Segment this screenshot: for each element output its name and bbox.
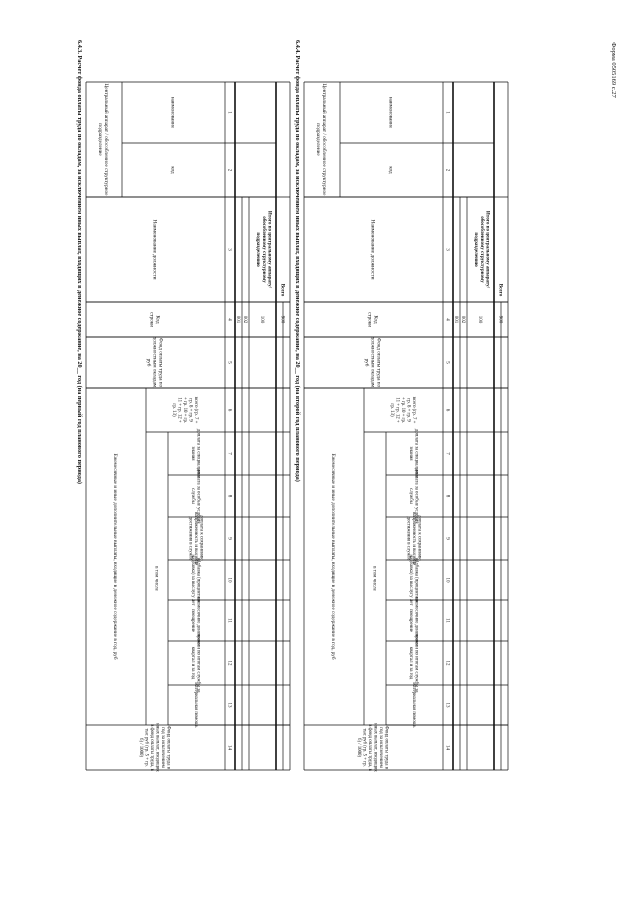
header-col-8: доплата за особые условияслужбы xyxy=(190,468,201,524)
form-label: Форма 0505169 с.27 xyxy=(610,42,617,98)
column-number: 5 xyxy=(226,361,232,364)
header-row-code: Кодстроки xyxy=(148,311,161,328)
total-code: 900 xyxy=(279,315,285,324)
header-col-11: ежемесячное денежноепоощрение xyxy=(190,596,201,645)
column-number: 7 xyxy=(444,452,450,455)
table-6-4-3 xyxy=(86,82,290,772)
section-6-4-4 xyxy=(294,40,508,772)
subtotal-label: Итого по центральному аппарату/обособленному структурномуподразделению xyxy=(473,210,490,289)
column-number: 5 xyxy=(444,361,450,364)
header-col-11: ежемесячное денежноепоощрение xyxy=(408,596,419,645)
header-unit-name: наименование xyxy=(169,96,176,129)
total-label: Всего xyxy=(497,283,503,297)
header-fund: Фонд оплаты труда подолжностным окладам,руб xyxy=(363,336,382,389)
header-col-13: материальная помощь xyxy=(192,682,198,728)
header-col-7: доплата за специальныезнания xyxy=(408,428,419,479)
subtotal-code: 100 xyxy=(258,315,264,324)
column-number: 6 xyxy=(444,408,450,412)
header-unit-code: код xyxy=(387,166,394,174)
column-number: 2 xyxy=(444,168,450,172)
header-incl: в том числе xyxy=(153,566,159,591)
header-total: всего (гр. 7 +гр. 8 + гр. 9+ гр. 10 + гр.11 + гр. 12 +гр. 13) xyxy=(170,396,198,424)
column-number: 12 xyxy=(444,660,450,666)
column-number: 14 xyxy=(444,745,450,750)
header-total: всего (гр. 7 +гр. 8 + гр. 9+ гр. 10 + гр.11 + гр. 12 +гр. 13) xyxy=(388,396,416,424)
header-group: Ежемесячные и иные дополнительные выплаты, входящие в денежное содержание в год, руб xyxy=(112,453,119,660)
column-number: 4 xyxy=(444,318,450,321)
header-unit: Центральный аппарат / обособленное структурноеподразделение xyxy=(97,83,110,196)
header-fund: Фонд оплаты труда подолжностным окладам,руб xyxy=(145,336,164,389)
column-number: 13 xyxy=(226,702,232,708)
row-code: 002 xyxy=(459,315,465,324)
header-col-13: материальная помощь xyxy=(410,682,416,728)
column-number: 13 xyxy=(444,702,450,708)
header-col-10: надбавка (процентнаянадбавка) за выслугу лет xyxy=(408,554,419,606)
column-number: 3 xyxy=(226,248,232,251)
header-incl: в том числе xyxy=(371,566,377,591)
table-6-4-4 xyxy=(304,82,508,772)
header-position: Наименование должности xyxy=(369,219,376,280)
column-number: 2 xyxy=(226,168,232,172)
total-label: Всего xyxy=(279,283,285,297)
column-number: 8 xyxy=(444,494,450,498)
header-col-14: Фонд оплаты труда вгод за исключениеминых выплат, входящихв фонд оплаты труда, втыс руб (гр. 5 + гр.6) / 1000) xyxy=(356,723,389,772)
header-col-8: доплата за особые условияслужбы xyxy=(408,468,419,524)
column-number: 6 xyxy=(226,408,232,412)
header-col-12: премии по итогам службы заквартал и за год xyxy=(408,633,419,693)
header-group: Ежемесячные и иные дополнительные выплаты, входящие в денежное содержание в год, руб xyxy=(330,453,337,660)
column-number: 9 xyxy=(444,537,450,540)
column-number: 3 xyxy=(444,248,450,251)
header-col-7: доплата за специальныезнания xyxy=(190,428,201,479)
header-col-10: надбавка (процентнаянадбавка) за выслугу лет xyxy=(190,554,201,606)
header-unit-code: код xyxy=(169,166,176,174)
header-col-12: премии по итогам службы заквартал и за год xyxy=(190,633,201,693)
column-number: 11 xyxy=(444,618,450,623)
column-number: 1 xyxy=(444,111,450,114)
subtotal-code: 100 xyxy=(476,315,482,324)
header-col-9: доплата к сохранению,напряженность и высокиедостижения в службе xyxy=(187,511,204,566)
section-title: 6.4.3. Расчет фонда оплаты труда по окладам, за исключением иных выплат, входящих в денежное содержание, на 20__ год (на первый год планового периода) xyxy=(76,40,83,484)
header-unit: Центральный аппарат / обособленное структурноеподразделение xyxy=(315,83,328,196)
row-code: 001 xyxy=(234,315,240,324)
column-number: 4 xyxy=(226,318,232,321)
row-code: 001 xyxy=(452,315,458,324)
column-number: 10 xyxy=(444,577,450,583)
section-title: 6.4.4. Расчет фонда оплаты труда по окладам, за исключением иных выплат, входящих в денежное содержание, на 20__ год (на второй год планового периода) xyxy=(294,40,301,482)
column-number: 8 xyxy=(226,494,232,498)
row-code: 002 xyxy=(241,315,247,324)
column-number: 1 xyxy=(226,111,232,114)
column-number: 7 xyxy=(226,452,232,455)
header-col-9: доплата к сохранению,напряженность и высокиедостижения в службе xyxy=(405,511,422,566)
column-number: 14 xyxy=(226,745,232,750)
column-number: 11 xyxy=(226,618,232,623)
header-row-code: Кодстроки xyxy=(366,311,379,328)
column-number: 10 xyxy=(226,577,232,583)
subtotal-label: Итого по центральному аппарату/обособленному структурномуподразделению xyxy=(255,210,272,289)
header-unit-name: наименование xyxy=(387,96,394,129)
header-col-14: Фонд оплаты труда вгод за исключениеминых выплат, входящихв фонд оплаты труда, втыс руб (гр. 5 + гр.6) / 1000) xyxy=(138,723,171,772)
column-number: 12 xyxy=(226,660,232,666)
column-number: 9 xyxy=(226,537,232,540)
total-code: 900 xyxy=(497,315,503,324)
header-position: Наименование должности xyxy=(151,219,158,280)
section-6-4-3 xyxy=(76,40,290,772)
